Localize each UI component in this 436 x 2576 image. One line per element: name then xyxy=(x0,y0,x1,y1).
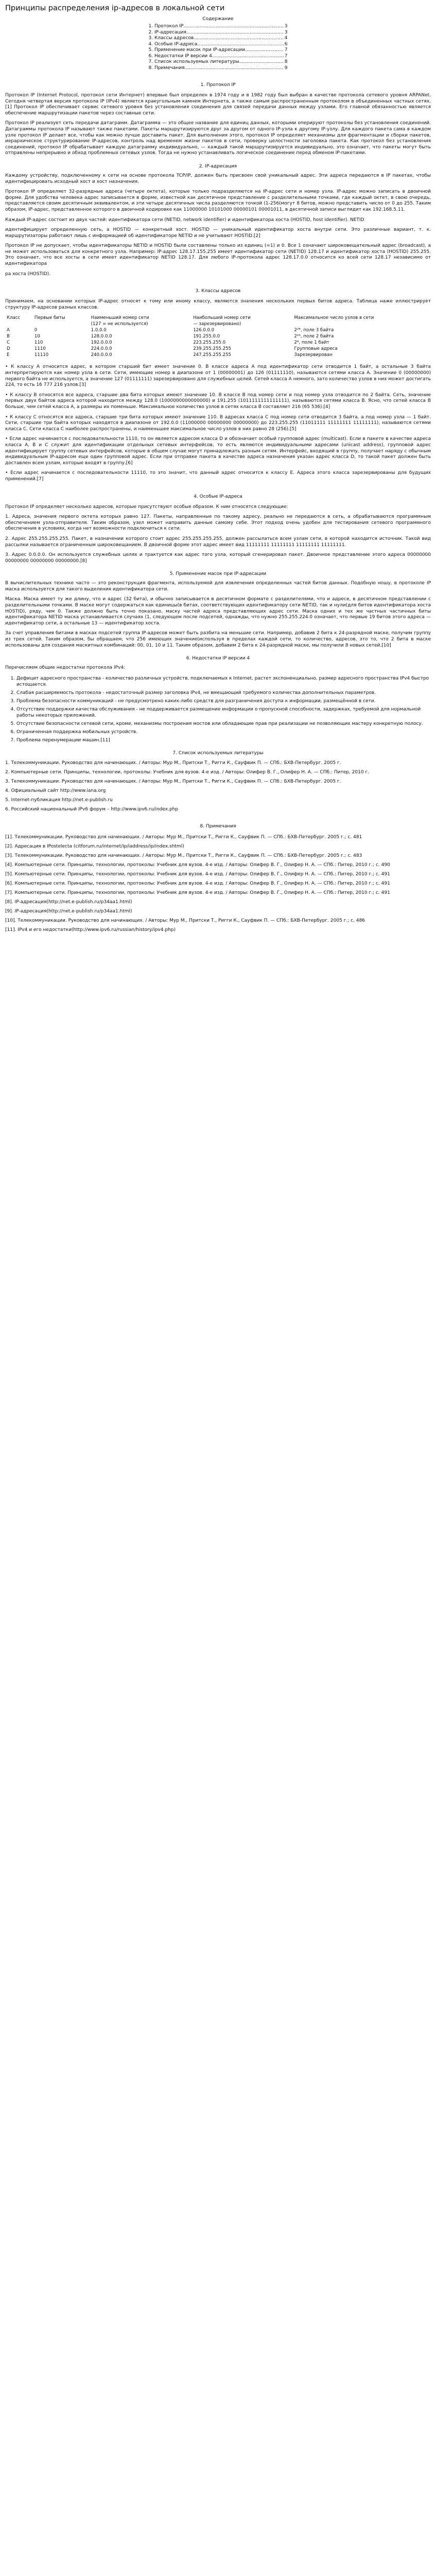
list-item: 5. Отсутствие безопасности сетевой сети, кроме, механизмы построения мостов или обладающие прав при реализации не позволяющих мастеру конкретную полосу. xyxy=(16,721,431,727)
toc-item: 7. Список используемых литературы ..... 8 xyxy=(149,59,288,65)
list-item: [4]. Компьютерные сети. Принципы, технологии, протоколы: Учебник для вузов. 4-е изд. / Авторы: Олифер В. Г., Олифер Н. А. — СПб.: Питер, 2010 г.; с. 490 xyxy=(5,862,390,868)
list-item: 4. Отсутствие поддержки качества обслуживания - не поддерживается размещение информации о пропускной способности, задержках, требуемой для нормальной работы некоторых приложений. xyxy=(16,706,431,719)
list-item: [1]. Телекоммуникации. Руководство для начинающих. / Авторы: Мур М., Притски Т., Ригги К., Сауфвик П. — СПб.: БХВ-Петербург. 2005 г.; с. 481 xyxy=(5,834,362,840)
list-item: 6. Российский национальный IPv6 форум – http://www.ipv6.ru/index.php xyxy=(5,806,179,812)
table-header-cell: Первые биты xyxy=(34,315,65,321)
table-row xyxy=(5,327,431,333)
table-header-cell: Класс xyxy=(7,315,21,321)
list-item: [2]. Адресация в IPostelecta (citforum.ru/internet/ip/iaddress/ip/index.shtml) xyxy=(5,843,184,849)
list-item: 2. Компьютерные сети. Принципы, технологии, протоколы: Учебник для вузов. 4-е изд. / Авторы: Олифер В. Г., Олифер Н. А. — СПб.: Питер, 2010 г. xyxy=(5,769,370,775)
table-cell: 1.0.0.0 xyxy=(91,328,107,333)
list-item: [11]. IPv4 и его недостатки(http://www.ipv6.ru/russian/history/ipv4.php) xyxy=(5,927,176,933)
table-cell: 11110 xyxy=(34,352,49,358)
table-header-cell xyxy=(5,321,33,327)
toc-item: 4. Особые IP-адреса ..... 6 xyxy=(149,42,288,48)
section-heading-ipv4-drawbacks: 6. Недостатки IP версии 4 xyxy=(186,656,250,662)
paragraph: Протокол IP определяет 32-разрядные адреса (четыре октета), которые только подразделяются на IP-адрес сети и номер узла. IP-адрес можно записать в двоичной форме. Для удобства человека адрес записывается в форме, известной как десятичное представление с разделительными точками, где каждый октет, в свою очередь, представляется своим десятичным эквивалентом, и эти четыре десятичных числа разделяются точкой (1-256(могут 8 битов, можно представить число от 0 до 255. Таким образом, IP-адрес, представленное которого в двоичной кодировке как 11000000 10101000 00000101 00001011, в десятичной записи выглядит как 192.168.5.11. xyxy=(5,189,431,212)
list-item: 1. Телекоммуникации. Руководство для начинающих. / Авторы: Мур М., Притски Т., Ригги К., Сауфвик П. — СПб.: БХВ-Петербург. 2005 г. xyxy=(5,760,341,766)
paragraph: Каждому устройству, подключенному к сети на основе протокола TCP/IP, должен быть присвоен свой уникальный адрес. Эти адреса передаются в IP пакетах, чтобы идентифицировать исходный хост и хост назначения. xyxy=(5,173,431,184)
toc-item: 3. Классы адресов ..... 4 xyxy=(149,36,288,42)
toc-item: 1. Протокол IP ..... 3 xyxy=(149,24,288,30)
table-row xyxy=(5,333,431,340)
list-item: [3]. Телекоммуникации. Руководство для начинающих. / Авторы: Мур М., Притски Т., Ригги К., Сауфвик П. — СПб.: БХВ-Петербург. 2005 г.; с. 483 xyxy=(5,853,362,858)
list-item: 2. Слабая расширяемость протокола - недостаточный размер заголовка IPv4, не вмещающий требуемого количества дополнительных параметров. xyxy=(16,690,431,696)
paragraph: идентифицирует определенную сеть, а HOSTID — конкретный хост. HOSTID — уникальный идентификатор хоста внутри сети. Это различные вариант, т. к. маршрутизаторы работают лишь с информацией об идентификаторе NETID и не учитывают HOSTID.[2] xyxy=(5,227,431,239)
section-heading-notes: 8. Примечания xyxy=(200,823,236,829)
paragraph: • К классу A относится адрес, в котором старший бит имеет значение 0. В классе адреса A под идентификатор сети отводится 1 байт, а остальные 3 байта интерпретируются как номер узла в сети. Сети, имеющие номер в диапазоне от 1 (00000001) до 126 (01111110), называются сетями класса A. Значение 0 (00000000) первого байта не используется, а значение 127 (01111111) зарезервировано для служебных целей. Сетей класса A немного, зато количество узлов в них может достигать 224, то есть 16 777 216 узлов.[3] xyxy=(5,364,431,388)
section-heading-ip-addressing: 2. IP-адресация xyxy=(199,163,237,169)
paragraph: ра хоста (HOSTID). xyxy=(5,271,51,277)
table-cell: 240.0.0.0 xyxy=(91,352,112,358)
paragraph: Протокол IP не допускает, чтобы идентификаторы NETID и HOSTID были составлены только из единиц (=1) и 0. Все 1 означают широковещательный адрес (broadcast), а не может использоваться для конкретного узла. Например: IP-адрес 128.17.155.255 имеет идентификатор сети (NETID) 128.17 и идентификатор хоста (HOSTID) 255.255. Это означает, что все хосты в сети имеет идентификатор NETID 128.17. Для любого IP-протокола адрес 128.17.0.0 относится ко всей сети 128.17 независимо от идентификатора xyxy=(5,243,431,267)
table-cell: С xyxy=(7,340,10,346)
section-heading-special-addresses: 4. Особые IP-адреса xyxy=(194,494,242,499)
paragraph: 3. Адрес 0.0.0.0. Он используется служебных целях и трактуется как адрес того узла, который сгенерировал пакет. Двоичное представление этого адреса 00000000 00000000 00000000 00000000.[8] xyxy=(5,552,431,564)
paragraph: Принимаем, на основании которых IP-адрес относят к тому или иному классу, являются значения нескольких первых битов адреса. Таблица наже иллюстрирует структуру IP-адресов разных классов. xyxy=(5,299,431,310)
paragraph: Каждый IP-адрес состоит из двух частей: идентификатора сети (NETID, network identifier) и идентификатора хоста (HOSTID, host identifier). NETID xyxy=(5,217,364,223)
list-item: [6]. Компьютерные сети. Принципы, технологии, протоколы: Учебник для вузов. 4-е изд. / Авторы: Олифер В. Г., Олифер Н. А. — СПб.: Питер, 2010 г.; с. 491 xyxy=(5,880,390,886)
table-cell: 2⁸, поле 1 байт xyxy=(294,340,329,346)
table-cell: 128.0.0.0 xyxy=(91,334,112,340)
paragraph: Перечисляем общие недостатки протокола IPv4: xyxy=(5,665,126,671)
table-cell: 191.255.0.0 xyxy=(193,334,220,340)
list-item: [9]. IP-адресация(http://net.e-publish.ru/p34aa1.html) xyxy=(5,908,132,914)
toc-item: 2. IP-адресация ..... 3 xyxy=(149,30,288,36)
toc-heading: Содержание xyxy=(202,16,234,22)
address-classes-table xyxy=(5,315,431,358)
toc-item: 6. Недостатки IP версии 4 ..... 7 xyxy=(149,54,288,60)
table-of-contents xyxy=(149,24,288,71)
section-heading-ip-protocol: 1. Протокол IP xyxy=(200,82,236,88)
table-cell: 10 xyxy=(34,334,40,340)
list-item: 1. Дефицит адресного пространства - количество различных устройств, подключаемых к Internet, растет экспоненциально, размер адресного пространства IPv4 быстро истощается. xyxy=(16,675,431,688)
table-cell: В xyxy=(7,334,10,340)
section-heading-masks: 5. Применение масок при IP-адресации xyxy=(169,571,267,577)
table-header-cell: Максимальное число узлов в сети xyxy=(294,315,374,321)
list-item: 6. Ограниченная поддержка мобильных устройств. xyxy=(16,729,431,735)
table-cell: 2¹⁶, поле 2 байта xyxy=(294,334,334,340)
list-item: [7]. Компьютерные сети. Принципы, технологии, протоколы: Учебник для вузов. 4-е изд. / Авторы: Олифер В. Г., Олифер Н. А. — СПб.: Питер, 2010 г.; с. 491 xyxy=(5,890,390,895)
list-item: 3. Проблема безопасности коммуникаций - не предусмотрено каких-либо средств для разграничения доступа к информации, размещённой в сети. xyxy=(16,698,431,704)
toc-item: 8. Примечания ..... 9 xyxy=(149,65,288,72)
paragraph: • К классу C относятся все адреса, старшие три бита которых имеют значение 110. В адресах класса C под номер сети отводится 3 байта, а под номер узла — 1 байт. Сети, старшие три байта которых находятся в диапазоне от 192.0.0 (11000000 00000000 00000000) до 223.255.255 (11011111 11111111 11111111), называются сетями класса C. Сети класса C наиболее распространены, и наименьшее максимальное число узлов в них равно 28 (256).[5] xyxy=(5,414,431,432)
table-cell: 239.255.255.255 xyxy=(193,346,232,352)
list-item: 4. Официальный сайт http://www.iana.org xyxy=(5,788,106,793)
table-header-row xyxy=(5,315,431,321)
section-heading-literature: 7. Список используемых литературы xyxy=(172,750,264,756)
paragraph: Протокол IP реализует сеть передачи датаграмм. Датаграмма — это общее название для единиц данных, которыми оперируют протоколы без установления соединений. Датаграммы протокола IP называют также пакетами. Пакеты маршрутизируются друг за другом от одного IP-узла к другому IP-узлу. Для каждого пакета сама в каждом узле протокол IP делает все, чтобы как можно лучше доставить пакет. Для выполнения этого, протокол IP определяет механизмы для фрагментации и сборки пакетов, иерархическое структурирование IP-адресов, контроль над временем жизни пакетов в сети, проверку целостности заголовка пакета. Как протокол без установления соединений, протокол IP обрабатывает каждую датаграмму индивидуально, — каждый такой маршрутизируется индивидуально, это означает, что пакеты могут быть отправлены непрерывно и обход проблемных сетевых узлов. Тогда не нужно устанавливать логическое соединение перед обменом IP-пакетами. xyxy=(5,121,431,156)
table-header-cell xyxy=(293,321,431,327)
table-header-cell: (127 = не используется) xyxy=(91,321,148,327)
paragraph: Протокол IP определяет несколько адресов, которые присутствуют особые образом. К ним относятся следующие: xyxy=(5,504,288,510)
table-cell: 2²⁴, поле 3 байта xyxy=(294,328,334,333)
table-cell: А xyxy=(7,328,10,333)
table-cell: 1110 xyxy=(34,346,46,352)
paragraph: • Если адрес начинается с последовательности 11110, то это значит, что данный адрес относится к классу E. Адреса этого класса зарезервированы для будущих применений.[7] xyxy=(5,470,431,482)
list-item: [10]. Телекоммуникации. Руководство для начинающих. / Авторы: Мур М., Притски Т., Ригги К., Сауфвик П. — СПб.: БХВ-Петербург. 2005 г.; с. 486 xyxy=(5,918,365,923)
paragraph: Протокол IP (Internet Protocol, протокол сети Интернет) впервые был определен в 1974 году и в 1982 году был выбран в качестве протокола сетевого уровня ARPANet. Сегодня четвертая версия протокола IP (IPv4) является краеугольным камнем Интернета, а также самым распространенным протоколом в объединенных частных сетях.[1] Протокол IP обеспечивает сервис сетевого уровня без установления соединения для связей передачи данных между узлами. Его главной обязанностью является обеспечение маршрутизации пакетов через составные сети. xyxy=(5,93,431,116)
table-cell: Е xyxy=(7,352,10,358)
table-header-cell: Наименьший номер сети xyxy=(91,315,149,321)
drawbacks-list xyxy=(5,675,431,743)
paragraph: 1. Адреса, значения первого октета которых равно 127. Пакеты, направленные по такому адресу, реально не передаются в сеть, а обрабатываются программным обеспечением узла-отправителя. Таким образом, узел может направить данные самому себе. Этот подход очень удобен для тестирования сетевого программного обеспечения в условиях, когда нет возможности подключиться к сети. xyxy=(5,514,431,532)
table-cell: D xyxy=(7,346,10,352)
toc-item: 5. Применение масок при IP-адресации ..... 7 xyxy=(149,47,288,54)
table-row xyxy=(5,352,431,358)
table-header-cell: Наибольший номер сети xyxy=(193,315,251,321)
table-header-cell: — зарезервировано) xyxy=(193,321,241,327)
paragraph: • К классу B относятся все адреса, старшие два бита которых имеют значение 10. В классе B под номер сети и под номер узла отводится по 2 байта. Сеть, значение первых двух байтов адреса которой находится между 128.0 (1000000000000000) и 191.255 (1011111111111111), называются сетями класса B. Ясно, что сетей класса B больше, чем сетей класса A, а размеры их поменьше. Максимальное количество узлов в сетях класса B составляет 216 (65 536).[4] xyxy=(5,392,431,410)
table-cell: Зарезервирован xyxy=(294,352,333,358)
paragraph: В вычислительных технике часто — это реконструкция фрагмента, используемой для извлечения определенных частей битов данных. Подобную ношу, в протоколе IP маска используется для такого выделения идентификатора сети. xyxy=(5,581,431,592)
table-cell: 247.255.255.255 xyxy=(193,352,232,358)
paragraph: • Если адрес начинается с последовательности 1110, то он является адресом класса D и обозначает особый групповой адрес (multicast). Если в пакете в качестве адреса класса A, B и C служит для идентификации отдельных сетевых интерфейсов, то есть являются индивидуальными адресами (unicast address), групповой адрес идентифицирует группу сетевых интерфейсов, которые в общем случае могут принадлежать разным сетям. Интерфейс, входящий в группу, получает наряду с обычным индивидуальным IP-адресом еще один групповой адрес. Если при отправке пакета в качестве адреса назначения указан адрес класса D, то такой пакет должен быть доставлен всем узлам, которые входят в группу.[6] xyxy=(5,436,431,466)
table-cell: 224.0.0.0 xyxy=(91,346,112,352)
table-cell: 110 xyxy=(34,340,43,346)
list-item: 7. Проблема перенумерации машин.[11] xyxy=(16,737,431,743)
literature-list xyxy=(5,760,431,812)
list-item: [8]. IP-адресация(http://net.e-publish.ru/p34aa1.html) xyxy=(5,899,132,905)
document-page xyxy=(0,0,436,933)
table-header-cell xyxy=(33,321,90,327)
paragraph: 2. Адрес 255.255.255.255. Пакет, в назначении которого стоит адрес 255.255.255.255, должен рассылаться всем узлам сети, в которой находится источник. Такой вид рассылки называется ограниченным широковещанием. В двоичной форме этот адрес имеет вид 11111111 11111111 11111111 11111111. xyxy=(5,536,431,548)
paragraph: За счет управления битами в масках подсетей группа IP-адресов может быть разбита на меньшие сети. Например, добавив 2 бита к 24-разрядной маске, получим группу из трех сетей. Таким образом, бы обращаем, что 256 имеющих значение(используя в пределах каждой сети, то количество, адресов, это то, что 2 бита в маске использованы для создания маскитных комбинаций: 00, 01, 10 и 11. Таким образом, добавим 2 бита к 24-разрядной маске, мы получили 8 новых сетей.[10] xyxy=(5,631,431,648)
list-item: 5. Internet-публикация http://net.e-publish.ru xyxy=(5,797,113,803)
table-row xyxy=(5,346,431,352)
section-heading-address-classes: 3. Классы адресов xyxy=(195,289,241,294)
table-cell: 0 xyxy=(34,328,38,333)
document-title: Принципы распределения ip-адресов в локальной сети xyxy=(5,4,225,12)
paragraph: Маска. Маска имеет ту же длину, что и адрес (32 бита), и обычно записывается в десятичном формате с разделителями, что и адресе, в десятичном представлении с разделительными точками. В маске могут содержаться как единицы(в битах, соответствующих идентификатору сети NETID, так и нули(для битов идентификатора хоста HOSTID), ряду, чем 0. Также должно быть точно показано, маску частей адреса представляющих адрес сети. Маска одних и тех же частных частичных биты идентификатора NETID маска устанавливается случаях (1, следующем после подсетей, однажды, что нужно 255.255.224.0 означает, что первые 19 битов этого адреса — идентификатор сети, а остальные 13 — идентификатор хоста. xyxy=(5,597,431,626)
table-cell: 192.0.0.0 xyxy=(91,340,112,346)
table-row xyxy=(5,340,431,346)
notes-list xyxy=(5,834,431,933)
table-cell: Групповые адреса xyxy=(294,346,338,352)
list-item: [5]. Компьютерные сети. Принципы, технологии, протоколы: Учебник для вузов. 4-е изд. / Авторы: Олифер В. Г., Олифер Н. А. — СПб.: Питер, 2010 г.; с. 491 xyxy=(5,871,390,877)
table-cell: 223.255.255.0 xyxy=(193,340,226,346)
list-item: 3. Телекоммуникации. Руководство для начинающих. / Авторы: Мур М., Притски Т., Ригги К., Сауфвик П. — СПб.: БХВ-Петербург. 2005 г. xyxy=(5,778,341,784)
table-header-row xyxy=(5,321,431,327)
table-cell: 126.0.0.0 xyxy=(193,328,215,333)
